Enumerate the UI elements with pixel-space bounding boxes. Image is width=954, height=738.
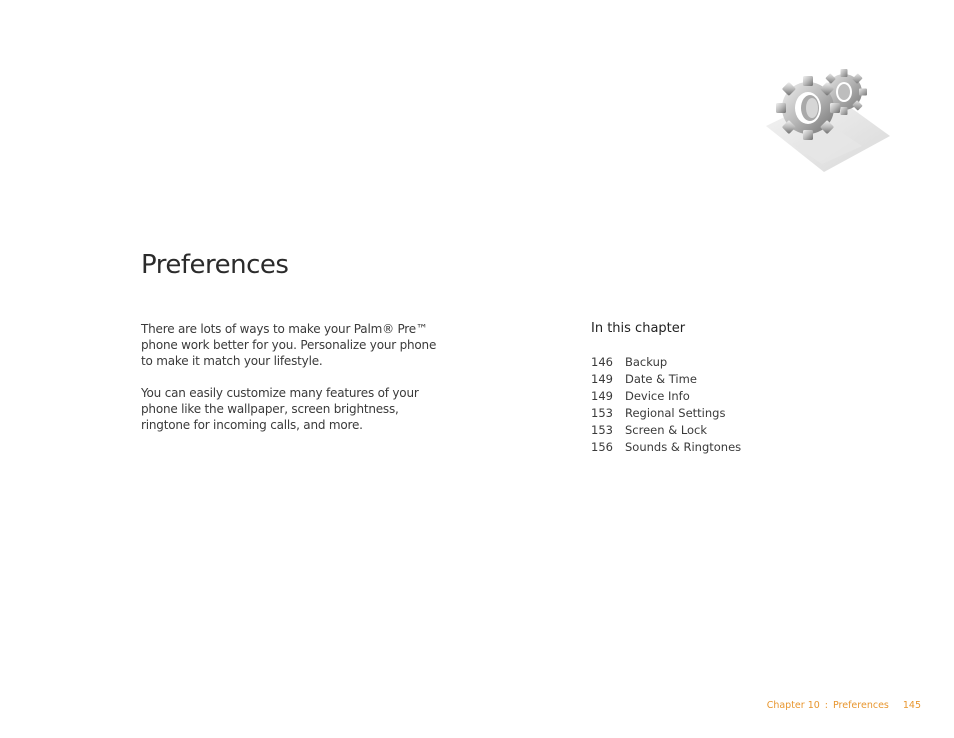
toc-item-backup[interactable] [591, 354, 831, 371]
intro-text [141, 321, 441, 449]
intro-paragraph: You can easily customize many features of your phone like the wallpaper, screen brightness, ringtone for incoming calls, and more. [141, 386, 419, 432]
toc-page-number: 156 [591, 440, 613, 454]
footer-page-number: 145 [902, 700, 921, 711]
toc-label: Regional Settings [625, 406, 726, 420]
chapter-contents [591, 320, 831, 456]
toc-item-sounds-ringtones[interactable] [591, 439, 831, 456]
intro-paragraph: There are lots of ways to make your Palm® Pre™ phone work better for you. Personalize your phone to make it match your lifestyle. [141, 322, 437, 368]
toc-label: Device Info [625, 389, 690, 403]
toc-label: Backup [625, 355, 668, 369]
toc-item-regional-settings[interactable] [591, 405, 831, 422]
toc-page-number: 146 [591, 355, 613, 369]
toc-page-number: 149 [591, 372, 613, 386]
toc-label: Date & Time [625, 372, 697, 386]
toc-item-device-info[interactable] [591, 388, 831, 405]
toc-item-date-time[interactable] [591, 371, 831, 388]
toc-page-number: 149 [591, 389, 613, 403]
toc-page-number: 153 [591, 423, 613, 437]
toc-label: Sounds & Ringtones [625, 440, 742, 454]
toc-item-screen-lock[interactable] [591, 422, 831, 439]
page-title: Preferences [141, 250, 289, 280]
footer-separator: : [824, 700, 828, 711]
toc-heading: In this chapter [591, 321, 686, 336]
footer-chapter: Chapter 10 [766, 700, 820, 711]
toc-label: Screen & Lock [625, 423, 708, 437]
toc-list [591, 354, 831, 456]
page-footer [767, 700, 921, 712]
footer-section: Preferences [832, 700, 889, 711]
chapter-gears-icon [762, 64, 894, 176]
toc-page-number: 153 [591, 406, 613, 420]
